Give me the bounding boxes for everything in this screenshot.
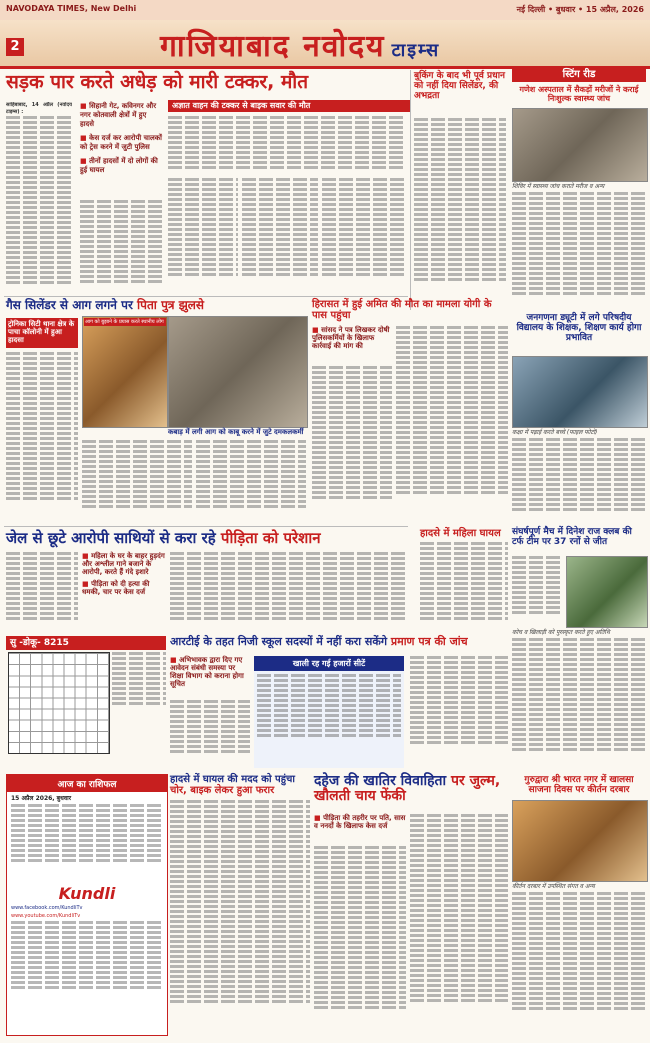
divider	[4, 526, 408, 527]
story12-body	[512, 892, 646, 1034]
story12-photo	[512, 800, 648, 882]
story1-body	[6, 102, 72, 292]
story8-body	[512, 556, 562, 626]
sting-caption: शिविर में स्वास्थ्य जांच कराते मरीज व अन्य	[512, 183, 605, 190]
story3-headline: गैस सिलेंडर से आग लगने पर पिता पुत्र झुलसे	[6, 298, 205, 312]
story3-body-2	[82, 440, 192, 522]
story3-subhead: ट्रोनिका सिटी थाना क्षेत्र के पाचा कॉलोनी में हुआ हादसा	[6, 318, 78, 348]
story11-headline: दहेज की खातिर विवाहिता पर जुल्म, खौलती चाय फेंकी	[314, 773, 501, 805]
story11-body-2	[410, 814, 508, 1034]
sting-body	[512, 192, 646, 310]
sting-headline: गणेश अस्पताल में सैकड़ों मरीजों ने कराई निःशुल्क स्वास्थ्य जांच	[519, 85, 639, 103]
story4-body-2	[396, 326, 508, 522]
divider	[4, 296, 408, 297]
story5-caption: कक्षा में पढ़ाई करते बच्चे (फाइल फोटो)	[512, 429, 598, 436]
story3-photo-label: आग को बुझाने के प्रयास करते स्थानीय लोग	[84, 318, 166, 326]
sudoku-title: सु -डोकू- 8215	[6, 636, 166, 650]
divider	[410, 70, 411, 310]
sting-photo	[512, 108, 648, 182]
story7-headline: हादसे में महिला घायल	[420, 528, 501, 539]
story9-body	[170, 700, 250, 768]
story5-headline: जनगणना ड्यूटी में लगे परिषदीय विद्यालय के शिक्षक, शिक्षण कार्य होगा प्रभावित	[516, 313, 642, 343]
story1-col-a	[168, 178, 238, 292]
story3-body-3	[196, 440, 306, 522]
issue-date: नई दिल्ली • बुधवार • 15 अप्रैल, 2026	[516, 5, 644, 14]
horoscope-brand: Kundli	[58, 884, 116, 903]
horoscope-title: आज का राशिफल	[7, 775, 167, 792]
top-bar	[0, 0, 650, 20]
story6-points	[82, 552, 166, 596]
story6-point: ■ पीड़िता को दी हत्या की धमकी, चार पर केस दर्ज	[82, 580, 150, 596]
story2-headline: बुकिंग के बाद भी पूर्व प्रधान को नहीं दिया सिलेंडर, की अभद्रता	[414, 71, 506, 101]
story8-body-2	[512, 638, 646, 770]
story4-headline: हिरासत में हुई अमित की मौत का मामला योगी के पास पहुंचा	[312, 299, 492, 321]
story5-body	[512, 438, 646, 522]
story10-body	[170, 800, 310, 1034]
story2-body	[414, 118, 506, 308]
story9-point: ■ अभिभावक द्वारा दिए गए आवेदन संबंधी समस्या पर शिक्षा विभाग को कराना होगा सूचित	[170, 656, 244, 688]
story1-col-c	[322, 178, 406, 292]
story3-photo-2	[168, 316, 308, 428]
story3-body	[6, 352, 78, 522]
horoscope-link[interactable]: www.facebook.com/KundliTv	[11, 905, 83, 911]
story11-point: ■ पीड़िता की तहरीर पर पति, सास व ननदों के खिलाफ केस दर्ज	[314, 814, 406, 830]
story9-sidebar-title: खाली रह गई हजारों सीटें	[254, 656, 404, 671]
paper-name: NAVODAYA TIMES, New Delhi	[6, 4, 137, 13]
story1-headline: सड़क पार करते अधेड़ को मारी टक्कर, मौत	[6, 71, 309, 93]
story6-body-2	[170, 552, 408, 630]
story3-photo-1	[82, 316, 168, 428]
story6-headline: जेल से छूटे आरोपी साथियों से करा रहे पीड़िता को परेशान	[6, 529, 321, 547]
story6-point: ■ महिला के घर के बाहर हुड़दंग और अश्लील गाने बजाने के आरोपी, करते हैं गंदे इशारे	[82, 552, 165, 576]
horoscope-signs	[7, 804, 167, 884]
story9-headline: आरटीई के तहत निजी स्कूल सदस्यों में नहीं करा सकेंगे प्रमाण पत्र की जांच	[170, 635, 468, 648]
story1-body-2	[80, 200, 162, 292]
story1-point: ■ सिहानी गेट, कविनगर और नगर कोतवाली क्षेत्रों में हुए हादसे	[80, 102, 157, 128]
story4-point: ■ सांसद ने पत्र लिखकर दोषी पुलिसकर्मियों के खिलाफ कार्रवाई की मांग की	[312, 326, 390, 350]
story1-band: अज्ञात वाहन की टक्कर से बाइक सवार की मौत	[168, 100, 410, 112]
story12-caption: कीर्तन दरबार में उपस्थित संगत व अन्य	[512, 883, 595, 890]
horoscope-date: 15 अप्रैल 2026, बुधवार	[11, 795, 72, 802]
story1-band-body	[168, 116, 406, 176]
masthead-title-hi: गाजियाबाद नवोदय	[160, 29, 386, 64]
story8-headline: संघर्षपूर्ण मैच में दिनेश राज क्लब की टर्फ टीम पर 37 रनों से जीत	[512, 527, 632, 547]
masthead-title	[160, 24, 440, 65]
story8-caption: कोच व खिलाड़ी को पुरस्कृत करते हुए अतिथि	[512, 629, 610, 636]
story5-photo	[512, 356, 648, 428]
story1-col-b	[242, 178, 318, 292]
horoscope-signs-2	[7, 919, 167, 1019]
page-number: 2	[6, 38, 24, 56]
sudoku-rules	[112, 652, 166, 752]
story7-body	[420, 542, 508, 630]
story9-sidebar-body	[254, 671, 404, 767]
story10-headline: हादसे में घायल की मदद को पहुंचा चोर, बाइक लेकर हुआ फरार	[170, 774, 295, 796]
story3-caption: कबाड़ में लगी आग को काबू करने में जुटे दमकलकर्मी	[168, 428, 304, 436]
horoscope-link[interactable]: www.youtube.com/KundliTv	[11, 913, 81, 919]
story1-points	[80, 102, 162, 175]
sting-label: स्टिंग रीड	[512, 68, 646, 82]
masthead-title-sub: टाइम्स	[391, 40, 441, 61]
story4-body	[312, 366, 392, 522]
sudoku-grid[interactable]	[8, 652, 110, 754]
story12-headline: गुरुद्वारा श्री भारत नगर में खालसा साजना दिवस पर कीर्तन दरबार	[524, 775, 634, 795]
story1-point: ■ केस दर्ज कर आरोपी चालकों को ट्रेस करने में जुटी पुलिस	[80, 134, 162, 151]
story8-photo	[566, 556, 648, 628]
story1-point: ■ तीनों हादसों में दो लोगों की हुई घायल	[80, 157, 158, 174]
story6-body	[6, 552, 78, 630]
story9-sidebar	[254, 656, 404, 768]
horoscope-box	[6, 774, 168, 1036]
story9-body-2	[410, 656, 508, 768]
story11-body	[314, 846, 406, 1034]
story1-dateline: साहिबाबाद, 14 अप्रैल (नवोदय टाइम्स) :	[6, 102, 72, 115]
